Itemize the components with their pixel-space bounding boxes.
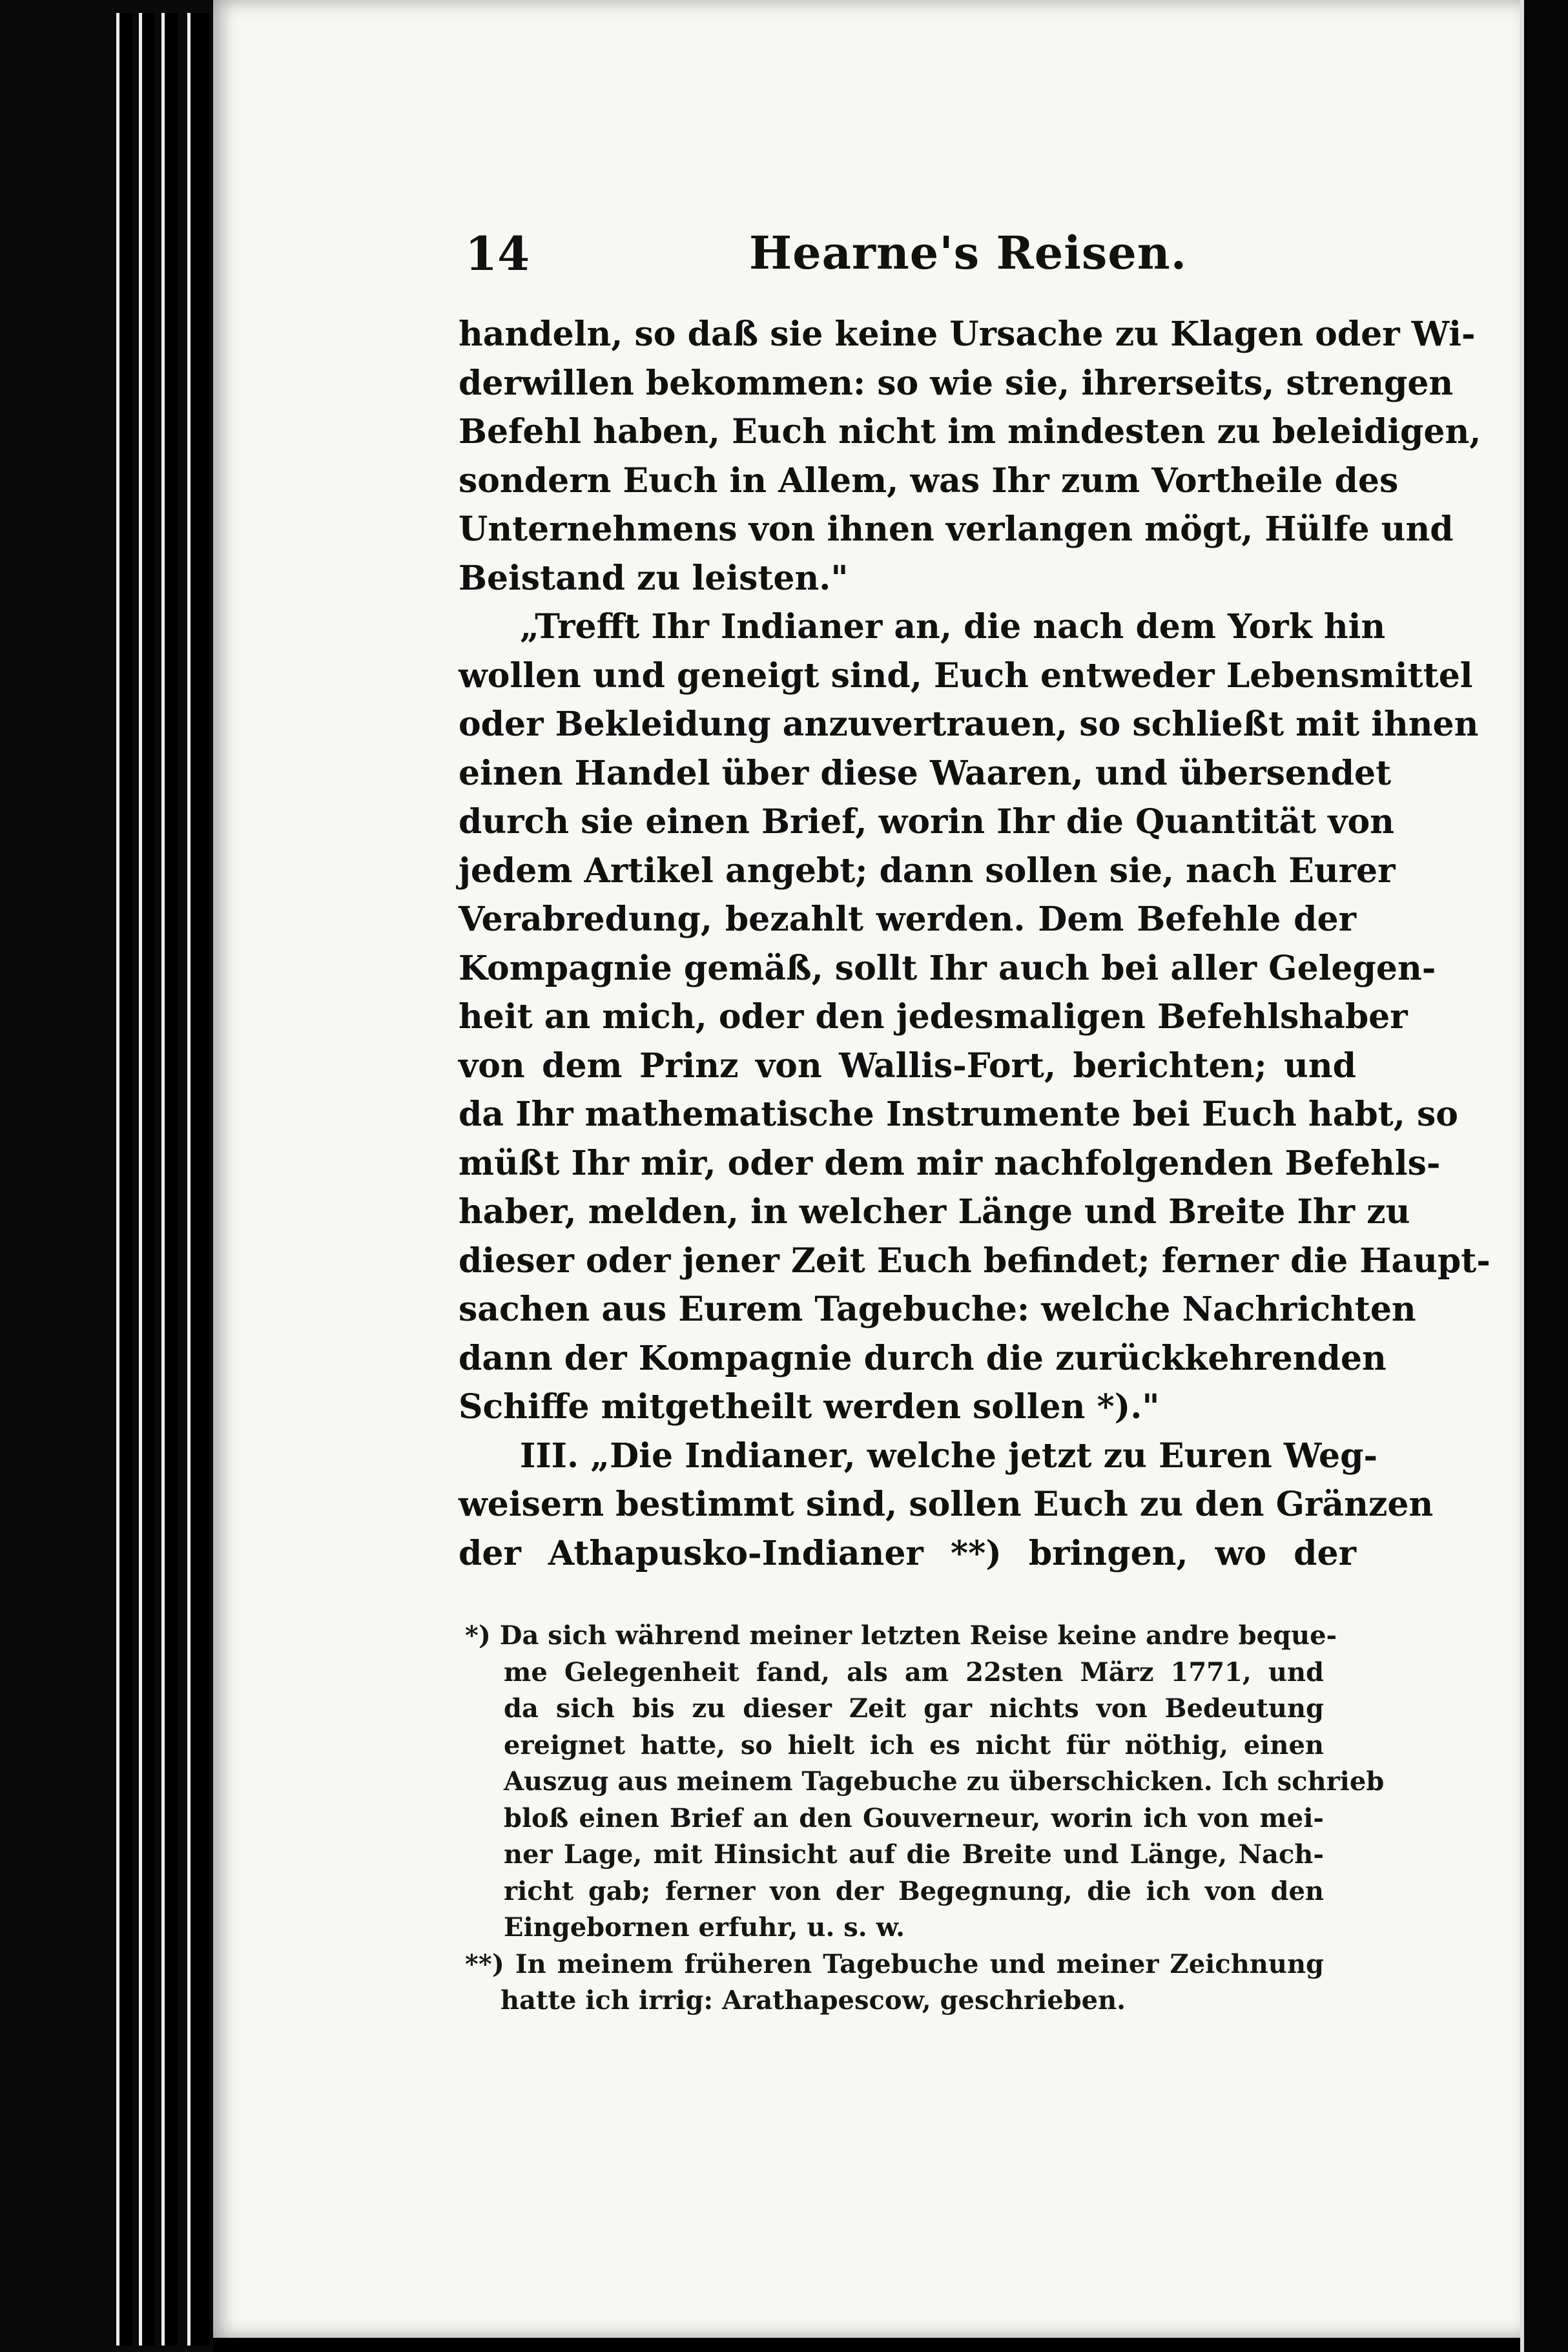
text-line: sondern Euch in Allem, was Ihr zum Vortheile des [459,460,1399,500]
text-line: derwillen bekommen: so wie sie, ihrerseits, strengen [459,363,1454,403]
page-edge [139,13,155,2346]
text-line: Unternehmens von ihnen verlangen mögt, Hülfe und [459,510,1454,549]
running-head [465,220,1369,291]
page-edge [187,13,210,2346]
text-line: durch sie einen Brief, worin Ihr die Quantität von [459,802,1394,841]
footnote-line: hatte ich irrig: Arathapescow, geschrieben. [500,1985,1126,2016]
running-title: Hearne's Reisen. [749,226,1188,280]
text-line: jedem Artikel angebt; dann sollen sie, nach Eurer [459,851,1396,891]
footnote-line: **) In meinem früheren Tagebuche und meiner Zeichnung [465,1948,1324,1979]
footnote-line: Eingebornen erfuhr, u. s. w. [504,1912,905,1943]
footnote-line: *) Da sich während meiner letzten Reise keine andre beque- [465,1620,1337,1651]
text-line: III. „Die Indianer, welche jetzt zu Euren Weg- [520,1436,1378,1476]
footnote-line: bloß einen Brief an den Gouverneur, worin ich von mei- [504,1802,1324,1833]
page-edge [116,13,132,2346]
scan-background-left [0,0,213,2352]
footnote-line: me Gelegenheit fand, als am 22sten März 1771, und [504,1656,1324,1687]
text-line: weisern bestimmt sind, sollen Euch zu den Gränzen [459,1485,1434,1524]
text-line: Beistand zu leisten." [459,558,849,598]
text-line: wollen und geneigt sind, Euch entweder Lebensmittel [459,655,1473,696]
text-line: sachen aus Eurem Tagebuche: welche Nachrichten [459,1290,1416,1329]
text-line: handeln, so daß sie keine Ursache zu Klagen oder Wi- [459,315,1476,354]
text-line: oder Bekleidung anzuvertrauen, so schließt mit ihnen [459,705,1479,744]
text-line: dieser oder jener Zeit Euch befindet; ferner die Haupt- [459,1241,1491,1281]
footnote-line: ner Lage, mit Hinsicht auf die Breite und Länge, Nach- [504,1839,1324,1870]
text-line: Schiffe mitgetheilt werden sollen *)." [459,1387,1160,1427]
footnotes [465,1618,1385,2019]
footnote-line: Auszug aus meinem Tagebuche zu überschicken. Ich schrieb [504,1766,1385,1797]
footnote-line: richt gab; ferner von der Begegnung, die ich von den [504,1875,1324,1906]
footnote-line: da sich bis zu dieser Zeit gar nichts von Bedeutung [504,1693,1324,1724]
text-line: von dem Prinz von Wallis-Fort, berichten; und [459,1046,1356,1086]
footnote-line: ereignet hatte, so hielt ich es nicht für nöthig, einen [504,1729,1324,1760]
main-text [459,310,1491,1578]
text-line: dann der Kompagnie durch die zurückkehrenden [459,1338,1387,1378]
text-line: Verabredung, bezahlt werden. Dem Befehle der [459,900,1356,939]
text-line: Befehl haben, Euch nicht im mindesten zu beleidigen, [459,412,1481,451]
scan-background-right [1520,0,1568,2352]
text-line: müßt Ihr mir, oder dem mir nachfolgenden Befehls- [459,1143,1441,1183]
text-line: haber, melden, in welcher Länge und Breite Ihr zu [459,1192,1410,1232]
text-line: da Ihr mathematische Instrumente bei Euch habt, so [459,1095,1458,1134]
text-line: heit an mich, oder den jedesmaligen Befehlshaber [459,997,1408,1037]
text-line: der Athapusko-Indianer **) bringen, wo der [459,1533,1356,1573]
text-line: Kompagnie gemäß, sollt Ihr auch bei aller Gelegen- [459,948,1436,988]
text-line: einen Handel über diese Waaren, und übersendet [459,753,1392,793]
page-edge [161,13,178,2346]
page-number: 14 [465,226,530,281]
text-line: „Trefft Ihr Indianer an, die nach dem York hin [520,607,1386,646]
